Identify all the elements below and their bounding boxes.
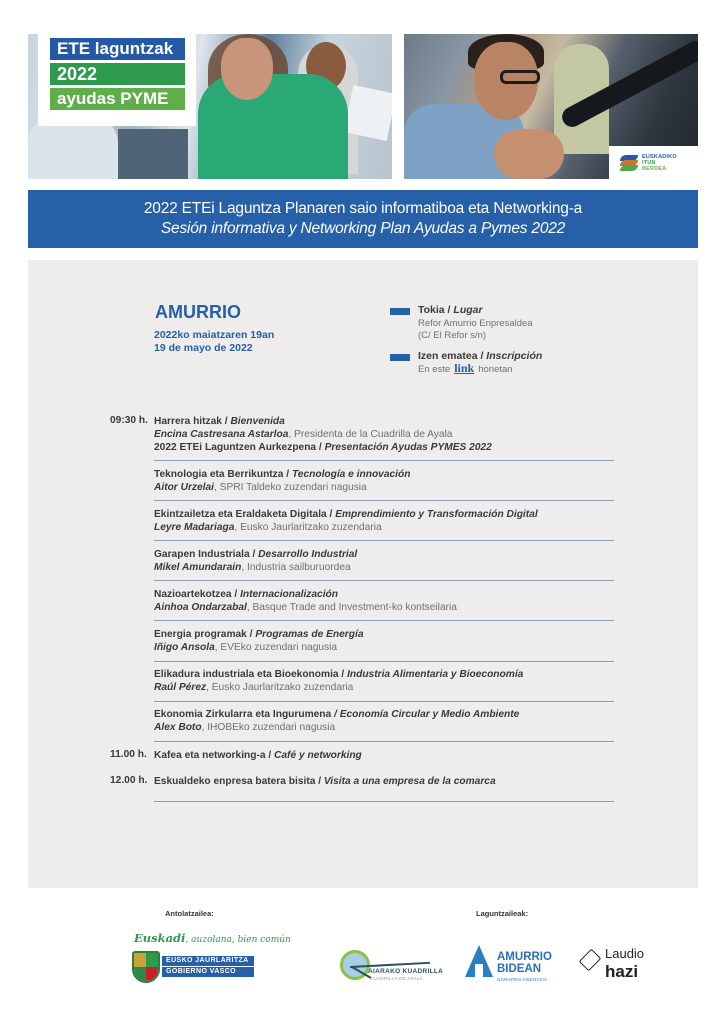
agenda-item-title: Energia programak / Programas de Energía — [154, 629, 364, 640]
event-city: AMURRIO — [155, 302, 241, 322]
organizer-label: Antolatzailea: — [165, 909, 214, 918]
divider — [154, 661, 614, 662]
agenda-time: 09:30 h. — [110, 415, 148, 426]
sponsors-label: Laguntzaileak: — [476, 909, 529, 918]
agenda-item-speaker: Aitor Urzelai, SPRI Taldeko zuzendari nagusia — [154, 482, 367, 493]
amurrio-line-3: GARAPEN AGENTZIA — [497, 977, 548, 982]
agenda-item-speaker: Ainhoa Ondarzabal, Basque Trade and Investment-ko kontseilaria — [154, 602, 457, 613]
title-banner — [28, 190, 698, 248]
agenda-item-speaker: Encina Castresana Astarloa, Presidenta de la Cuadrilla de Ayala — [154, 429, 453, 440]
divider — [154, 741, 614, 742]
divider — [154, 500, 614, 501]
photo-man-hand — [494, 129, 564, 179]
aiara-line-2: CUADRILLA DE AYALA — [370, 976, 423, 981]
program-panel — [28, 260, 698, 888]
location-line-1: Refor Amurrio Enpresaldea — [418, 318, 533, 329]
amurrio-line-1: AMURRIO — [497, 951, 552, 963]
agenda-item-title: Harrera hitzak / Bienvenida — [154, 416, 285, 427]
agenda-item-speaker: Iñigo Ansola, EVEko zuzendari nagusia — [154, 642, 338, 653]
registration-text: En este link honetan — [418, 361, 513, 375]
agenda-item-speaker: Leyre Madariaga, Eusko Jaurlaritzako zuzendaria — [154, 522, 382, 533]
location-bullet-icon — [390, 308, 410, 315]
divider — [154, 580, 614, 581]
agenda-item-title: Elikadura industriala eta Bioekonomia / Industria Alimentaria y Bioeconomía — [154, 669, 524, 680]
registration-title: Izen ematea / Inscripción — [418, 350, 543, 362]
registration-link[interactable]: link — [454, 361, 475, 375]
event-date-basque: 2022ko maiatzaren 19an — [154, 329, 275, 341]
itun-line-2: ITUN — [642, 159, 656, 166]
location-title: Tokia / Lugar — [418, 304, 483, 316]
photo-monitor — [118, 129, 188, 179]
badge-line-ete-laguntzak: ETE laguntzak — [50, 38, 185, 60]
leaf-icon — [620, 155, 638, 171]
photo-tablet — [343, 85, 392, 141]
event-date-spanish: 19 de mayo de 2022 — [154, 342, 253, 354]
amurrio-line-2: BIDEAN — [497, 963, 542, 975]
agenda-item-title: Kafea eta networking-a / Café y networking — [154, 750, 362, 761]
agenda-item-title: Eskualdeko enpresa batera bisita / Visita a una empresa de la comarca — [154, 776, 496, 787]
photo-woman-green-shirt — [198, 74, 348, 179]
gv-line-spanish: GOBIERNO VASCO — [162, 967, 254, 977]
agenda-item-title: Garapen Industriala / Desarrollo Industrial — [154, 549, 358, 560]
laudio-line-2: hazi — [605, 962, 639, 981]
agenda-item-speaker: Mikel Amundarain, Industria sailburuordea — [154, 562, 351, 573]
aiara-line-1: AIARAKO KUADRILLA — [368, 968, 444, 975]
badge-line-ayudas-pyme: ayudas PYME — [50, 88, 185, 110]
basque-coat-of-arms-icon — [132, 951, 160, 983]
agenda-item-title: Ekintzailetza eta Eraldaketa Digitala / Emprendimiento y Transformación Digital — [154, 509, 538, 520]
photo-man-glasses — [500, 70, 540, 84]
location-line-2: (C/ El Refor s/n) — [418, 330, 487, 341]
euskadi-slogan: Euskadi, auzolana, bien común — [134, 931, 291, 945]
agenda-item-speaker: Alex Boto, IHOBEko zuzendari nagusia — [154, 722, 336, 733]
laudio-line-1: Laudio — [605, 946, 645, 961]
agenda-item-speaker: Raúl Pérez, Eusko Jaurlaritzako zuzendaria — [154, 682, 354, 693]
ete-laguntzak-badge — [38, 34, 196, 126]
divider — [154, 540, 614, 541]
gv-line-basque: EUSKO JAURLARITZA — [162, 956, 254, 966]
divider — [154, 460, 614, 461]
registration-bullet-icon — [390, 354, 410, 361]
agenda-item-extra: 2022 ETEi Laguntzen Aurkezpena / Presentación Ayudas PYMES 2022 — [154, 442, 492, 453]
photo-woman-face — [221, 38, 273, 100]
agenda-time: 12.00 h. — [110, 775, 148, 786]
euskadiko-itun-berdea-logo — [609, 146, 698, 179]
agenda-item-title: Ekonomia Zirkularra eta Ingurumena / Economía Circular y Medio Ambiente — [154, 709, 520, 720]
itun-line-3: BERDEA — [642, 165, 667, 172]
badge-line-year: 2022 — [50, 63, 185, 85]
banner-title-basque: 2022 ETEi Laguntza Planaren saio informatiboa eta Networking-a — [143, 200, 583, 217]
divider — [154, 620, 614, 621]
agenda-item-title: Nazioartekotzea / Internacionalización — [154, 589, 338, 600]
divider — [154, 801, 614, 802]
banner-title-spanish: Sesión informativa y Networking Plan Ayudas a Pymes 2022 — [160, 220, 566, 237]
divider — [154, 701, 614, 702]
agenda-item-title: Teknologia eta Berrikuntza / Tecnología e innovación — [154, 469, 411, 480]
laudio-map-icon — [579, 949, 602, 972]
amurrio-a-inner — [475, 964, 483, 977]
itun-line-1: EUSKADIKO — [642, 153, 677, 160]
agenda-time: 11.00 h. — [110, 749, 147, 760]
